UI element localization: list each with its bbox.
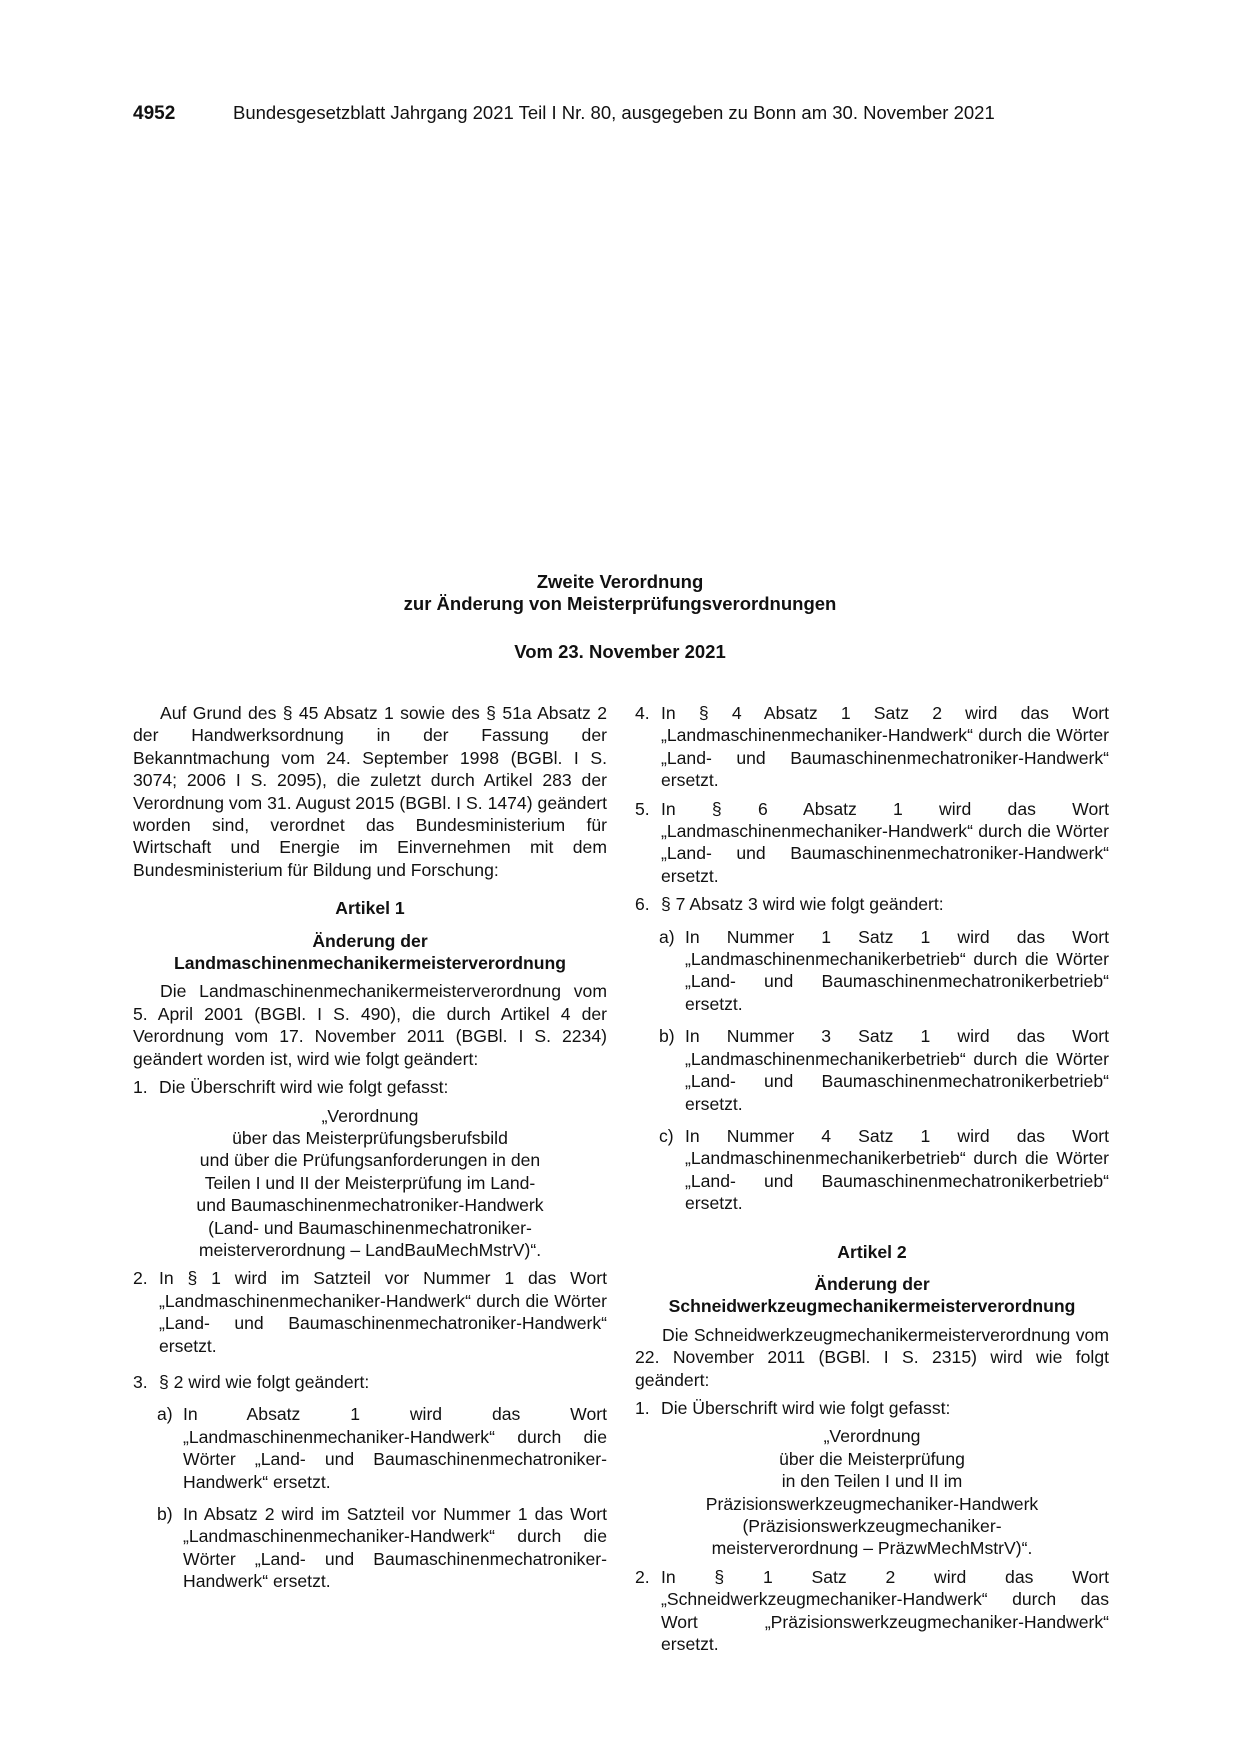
list-item bbox=[635, 1397, 1109, 1419]
item-text: § 7 Absatz 3 wird wie folgt geändert: bbox=[661, 894, 944, 915]
sub-item-letter: b) bbox=[659, 1026, 675, 1047]
title-block bbox=[360, 571, 880, 663]
quote-line: meisterverordnung – PräzwMechMstrV)“. bbox=[711, 1538, 1033, 1559]
item-number: 2. bbox=[133, 1268, 148, 1289]
sub-item-text: In Nummer 3 Satz 1 wird das Wort „Landmaschinenmechanikerbetrieb“ durch die Wörter „Land- und Baumaschinenmechatronikerbetrieb“ ersetzt. bbox=[685, 1026, 1109, 1114]
quote-line: über das Meisterprüfungsberufsbild bbox=[232, 1127, 508, 1148]
sub-item-letter: b) bbox=[157, 1504, 173, 1524]
item-number: 4. bbox=[635, 703, 650, 723]
article-2-intro: Die Schneidwerkzeugmechanikermeisterverordnung vom 22. November 2011 (BGBl. I S. 2315) wird wie folgt geändert: bbox=[635, 1324, 1109, 1390]
sub-item bbox=[635, 926, 1109, 1016]
list-item bbox=[635, 893, 1109, 915]
sub-item-text: In Absatz 2 wird im Satzteil vor Nummer 1 das Wort „Landmaschinenmechaniker-Handwerk“ durch die Wörter „Land- und Baumaschinenmechatroniker-Handwerk“ ersetzt. bbox=[183, 1504, 607, 1592]
item-text: In § 4 Absatz 1 Satz 2 wird das Wort „Landmaschinenmechaniker-Handwerk“ durch die Wörter „Land- und Baumaschinenmechatroniker-Handwerk“ ersetzt. bbox=[661, 703, 1109, 791]
item-number: 1. bbox=[133, 1077, 148, 1098]
quoted-title bbox=[133, 1105, 607, 1262]
article-2-subtitle-2: Schneidwerkzeugmechanikermeisterverordnung bbox=[668, 1296, 1076, 1317]
sub-item-text: In Absatz 1 wird das Wort „Landmaschinenmechaniker-Handwerk“ durch die Wörter „Land- und Baumaschinenmechatroniker-Handwerk“ ersetzt. bbox=[183, 1404, 607, 1492]
sub-item bbox=[635, 1025, 1109, 1115]
item-text: In § 1 wird im Satzteil vor Nummer 1 das Wort „Landmaschinenmechaniker-Handwerk“ durch die Wörter „Land- und Baumaschinenmechatroniker-Handwerk“ ersetzt. bbox=[159, 1268, 607, 1356]
quote-line: (Präzisionswerkzeugmechaniker- bbox=[742, 1516, 1002, 1536]
quote-line: in den Teilen I und II im bbox=[781, 1471, 963, 1492]
quote-line: meisterverordnung – LandBauMechMstrV)“. bbox=[198, 1239, 542, 1260]
item-number: 2. bbox=[635, 1566, 650, 1587]
quote-line: „Verordnung bbox=[823, 1426, 921, 1447]
item-text: Die Überschrift wird wie folgt gefasst: bbox=[661, 1397, 951, 1418]
sub-item bbox=[635, 1125, 1109, 1215]
quote-line: und über die Prüfungsanforderungen in den bbox=[199, 1150, 541, 1171]
item-number: 5. bbox=[635, 798, 650, 819]
quote-line: Teilen I und II der Meisterprüfung im Land- bbox=[204, 1172, 536, 1193]
list-item bbox=[635, 1566, 1109, 1656]
title-line-1: Zweite Verordnung bbox=[536, 571, 704, 592]
quoted-title bbox=[635, 1425, 1109, 1559]
left-column bbox=[133, 702, 607, 1593]
quote-line: über die Meisterprüfung bbox=[779, 1448, 965, 1469]
article-1-subtitle-2: Landmaschinenmechanikermeisterverordnung bbox=[173, 953, 567, 974]
title-line-2: zur Änderung von Meisterprüfungsverordnungen bbox=[403, 593, 837, 614]
sub-item-text: In Nummer 1 Satz 1 wird das Wort „Landmaschinenmechanikerbetrieb“ durch die Wörter „Land- und Baumaschinenmechatronikerbetrieb“ ersetzt. bbox=[685, 926, 1109, 1014]
article-2-heading: Artikel 2 bbox=[837, 1241, 907, 1262]
quote-line: Präzisionswerkzeugmechaniker-Handwerk bbox=[705, 1493, 1039, 1514]
page-number: 4952 bbox=[133, 103, 176, 124]
right-column bbox=[635, 702, 1109, 1655]
page-header bbox=[133, 102, 995, 125]
sub-item-letter: c) bbox=[659, 1125, 674, 1146]
item-number: 1. bbox=[635, 1397, 650, 1418]
quote-line: (Land- und Baumaschinenmechatroniker- bbox=[208, 1217, 532, 1238]
item-text: In § 6 Absatz 1 wird das Wort „Landmaschinenmechaniker-Handwerk“ durch die Wörter „Land- und Baumaschinenmechatroniker-Handwerk“ ersetzt. bbox=[661, 798, 1109, 886]
list-item bbox=[133, 1371, 607, 1393]
title-date: Vom 23. November 2021 bbox=[514, 641, 726, 662]
sub-item-text: In Nummer 4 Satz 1 wird das Wort „Landmaschinenmechanikerbetrieb“ durch die Wörter „Land- und Baumaschinenmechatronikerbetrieb“ ersetzt. bbox=[685, 1125, 1109, 1214]
item-text: In § 1 Satz 2 wird das Wort „Schneidwerkzeugmechaniker-Handwerk“ durch das Wort „Präzisionswerkzeugmechaniker-Handwerk“ ersetzt. bbox=[661, 1566, 1109, 1655]
quote-line: „Verordnung bbox=[321, 1105, 419, 1126]
sub-item bbox=[133, 1503, 607, 1593]
publication-line: Bundesgesetzblatt Jahrgang 2021 Teil I Nr. 80, ausgegeben zu Bonn am 30. November 2021 bbox=[233, 102, 995, 123]
item-number: 3. bbox=[133, 1371, 148, 1392]
article-1-intro: Die Landmaschinenmechanikermeisterverordnung vom 5. April 2001 (BGBl. I S. 490), die durch Artikel 4 der Verordnung vom 17. November 2011 (BGBl. I S. 2234) geändert worden ist, wird wie folgt geändert: bbox=[133, 981, 607, 1069]
article-2-subtitle-1: Änderung der bbox=[814, 1273, 930, 1294]
list-item bbox=[635, 702, 1109, 792]
preamble: Auf Grund des § 45 Absatz 1 sowie des § 51a Absatz 2 der Handwerksordnung in der Fassung der Bekanntmachung vom 24. September 1998 (BGBl. I S. 3074; 2006 I S. 2095), die zuletzt durch Artikel 283 der Verordnung vom 31. August 2015 (BGBl. I S. 1474) geändert worden sind, verordnet das Bundesministerium für Wirtschaft und Energie im Einvernehmen mit dem Bundesministerium für Bildung und Forschung: bbox=[133, 703, 607, 880]
item-number: 6. bbox=[635, 894, 650, 915]
sub-item bbox=[133, 1403, 607, 1493]
article-1-subtitle-1: Änderung der bbox=[312, 930, 428, 951]
list-item bbox=[133, 1076, 607, 1098]
item-text: Die Überschrift wird wie folgt gefasst: bbox=[159, 1077, 449, 1098]
item-text: § 2 wird wie folgt geändert: bbox=[159, 1371, 370, 1392]
sub-item-letter: a) bbox=[659, 926, 675, 947]
sub-item-letter: a) bbox=[157, 1404, 173, 1425]
quote-line: und Baumaschinenmechatroniker-Handwerk bbox=[196, 1195, 544, 1216]
article-1-heading: Artikel 1 bbox=[335, 898, 405, 919]
list-item bbox=[133, 1267, 607, 1357]
list-item bbox=[635, 798, 1109, 888]
